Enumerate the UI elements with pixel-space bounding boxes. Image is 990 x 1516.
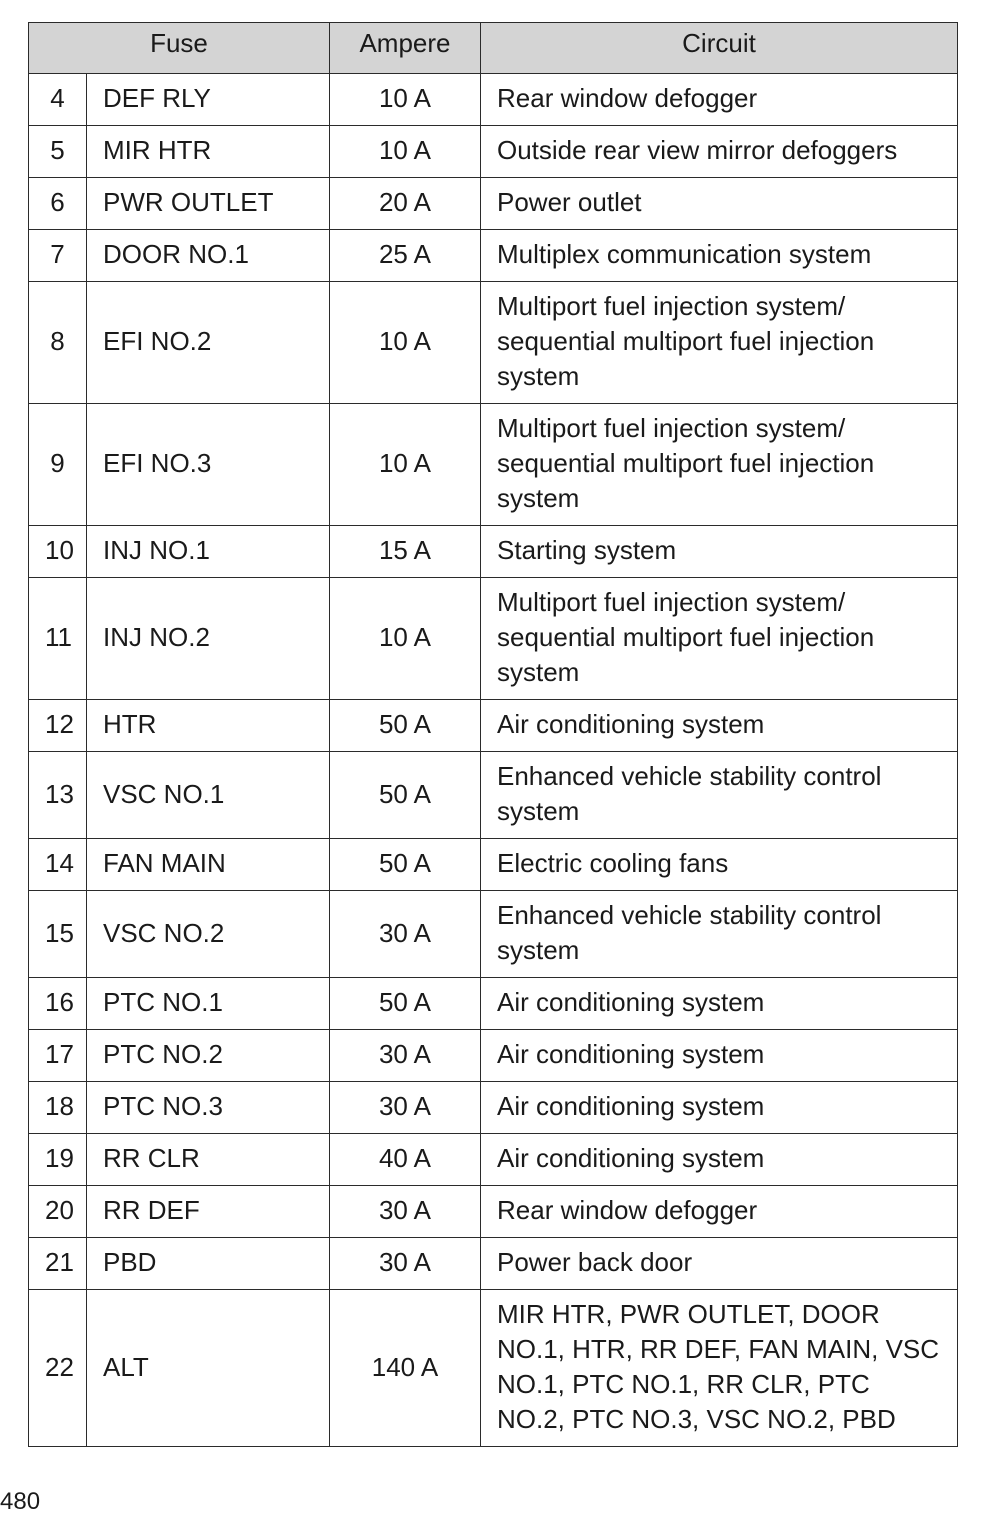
table-row <box>29 1030 958 1082</box>
fuse-circuit: Air conditioning system <box>481 978 958 1030</box>
fuse-number: 12 <box>29 700 87 752</box>
fuse-circuit: Power outlet <box>481 178 958 230</box>
fuse-name: VSC NO.2 <box>87 891 330 978</box>
table-row <box>29 126 958 178</box>
fuse-ampere: 50 A <box>330 978 481 1030</box>
fuse-name: DEF RLY <box>87 74 330 126</box>
fuse-circuit: Outside rear view mirror defoggers <box>481 126 958 178</box>
fuse-ampere: 50 A <box>330 752 481 839</box>
table-row <box>29 282 958 404</box>
fuse-circuit: Air conditioning system <box>481 1082 958 1134</box>
fuse-name: PWR OUTLET <box>87 178 330 230</box>
fuse-name: PBD <box>87 1238 330 1290</box>
fuse-ampere: 20 A <box>330 178 481 230</box>
fuse-table-body <box>29 74 958 1447</box>
fuse-ampere: 30 A <box>330 1030 481 1082</box>
header-ampere: Ampere <box>330 23 481 74</box>
table-row <box>29 1290 958 1447</box>
table-row <box>29 526 958 578</box>
fuse-ampere: 30 A <box>330 1238 481 1290</box>
fuse-number: 18 <box>29 1082 87 1134</box>
table-row <box>29 230 958 282</box>
fuse-number: 4 <box>29 74 87 126</box>
fuse-number: 14 <box>29 839 87 891</box>
fuse-circuit: Air conditioning system <box>481 700 958 752</box>
table-row <box>29 752 958 839</box>
fuse-number: 21 <box>29 1238 87 1290</box>
fuse-number: 16 <box>29 978 87 1030</box>
fuse-name: EFI NO.2 <box>87 282 330 404</box>
fuse-ampere: 10 A <box>330 74 481 126</box>
fuse-circuit: Air conditioning system <box>481 1134 958 1186</box>
fuse-name: INJ NO.1 <box>87 526 330 578</box>
fuse-circuit: Rear window defogger <box>481 1186 958 1238</box>
table-row <box>29 978 958 1030</box>
table-row <box>29 1238 958 1290</box>
fuse-ampere: 15 A <box>330 526 481 578</box>
fuse-number: 22 <box>29 1290 87 1447</box>
fuse-name: RR CLR <box>87 1134 330 1186</box>
fuse-circuit: Multiplex communication system <box>481 230 958 282</box>
fuse-circuit: Rear window defogger <box>481 74 958 126</box>
fuse-number: 20 <box>29 1186 87 1238</box>
fuse-number: 8 <box>29 282 87 404</box>
fuse-circuit: Power back door <box>481 1238 958 1290</box>
fuse-name: DOOR NO.1 <box>87 230 330 282</box>
fuse-ampere: 25 A <box>330 230 481 282</box>
fuse-name: EFI NO.3 <box>87 404 330 526</box>
table-row <box>29 178 958 230</box>
fuse-number: 11 <box>29 578 87 700</box>
fuse-circuit: Enhanced vehicle stability control system <box>481 891 958 978</box>
fuse-ampere: 30 A <box>330 891 481 978</box>
fuse-name: PTC NO.1 <box>87 978 330 1030</box>
fuse-circuit: Enhanced vehicle stability control system <box>481 752 958 839</box>
fuse-circuit: Multiport fuel injection system/ sequential multiport fuel injection system <box>481 282 958 404</box>
fuse-table <box>28 22 958 1447</box>
fuse-circuit: Electric cooling fans <box>481 839 958 891</box>
table-row <box>29 700 958 752</box>
fuse-number: 19 <box>29 1134 87 1186</box>
fuse-ampere: 10 A <box>330 282 481 404</box>
page-number: 480 <box>0 1488 41 1515</box>
fuse-ampere: 140 A <box>330 1290 481 1447</box>
fuse-name: HTR <box>87 700 330 752</box>
fuse-ampere: 10 A <box>330 578 481 700</box>
fuse-number: 13 <box>29 752 87 839</box>
fuse-circuit: Multiport fuel injection system/ sequential multiport fuel injection system <box>481 404 958 526</box>
fuse-ampere: 50 A <box>330 839 481 891</box>
fuse-number: 15 <box>29 891 87 978</box>
fuse-name: INJ NO.2 <box>87 578 330 700</box>
fuse-number: 7 <box>29 230 87 282</box>
fuse-ampere: 30 A <box>330 1082 481 1134</box>
table-row <box>29 1186 958 1238</box>
fuse-number: 17 <box>29 1030 87 1082</box>
table-row <box>29 1134 958 1186</box>
fuse-circuit: Starting system <box>481 526 958 578</box>
fuse-name: PTC NO.2 <box>87 1030 330 1082</box>
header-circuit: Circuit <box>481 23 958 74</box>
table-row <box>29 891 958 978</box>
fuse-number: 9 <box>29 404 87 526</box>
fuse-number: 10 <box>29 526 87 578</box>
fuse-ampere: 10 A <box>330 404 481 526</box>
header-row <box>29 23 958 74</box>
table-row <box>29 404 958 526</box>
fuse-name: VSC NO.1 <box>87 752 330 839</box>
table-row <box>29 74 958 126</box>
table-row <box>29 839 958 891</box>
fuse-number: 5 <box>29 126 87 178</box>
fuse-name: FAN MAIN <box>87 839 330 891</box>
table-row <box>29 1082 958 1134</box>
table-row <box>29 578 958 700</box>
fuse-circuit: Multiport fuel injection system/ sequential multiport fuel injection system <box>481 578 958 700</box>
fuse-name: ALT <box>87 1290 330 1447</box>
header-fuse: Fuse <box>29 23 330 74</box>
fuse-ampere: 30 A <box>330 1186 481 1238</box>
fuse-name: PTC NO.3 <box>87 1082 330 1134</box>
fuse-number: 6 <box>29 178 87 230</box>
fuse-ampere: 50 A <box>330 700 481 752</box>
fuse-name: MIR HTR <box>87 126 330 178</box>
fuse-ampere: 40 A <box>330 1134 481 1186</box>
fuse-ampere: 10 A <box>330 126 481 178</box>
fuse-name: RR DEF <box>87 1186 330 1238</box>
fuse-circuit: MIR HTR, PWR OUTLET, DOOR NO.1, HTR, RR DEF, FAN MAIN, VSC NO.1, PTC NO.1, RR CLR, PTC NO.2, PTC NO.3, VSC NO.2, PBD <box>481 1290 958 1447</box>
fuse-circuit: Air conditioning system <box>481 1030 958 1082</box>
